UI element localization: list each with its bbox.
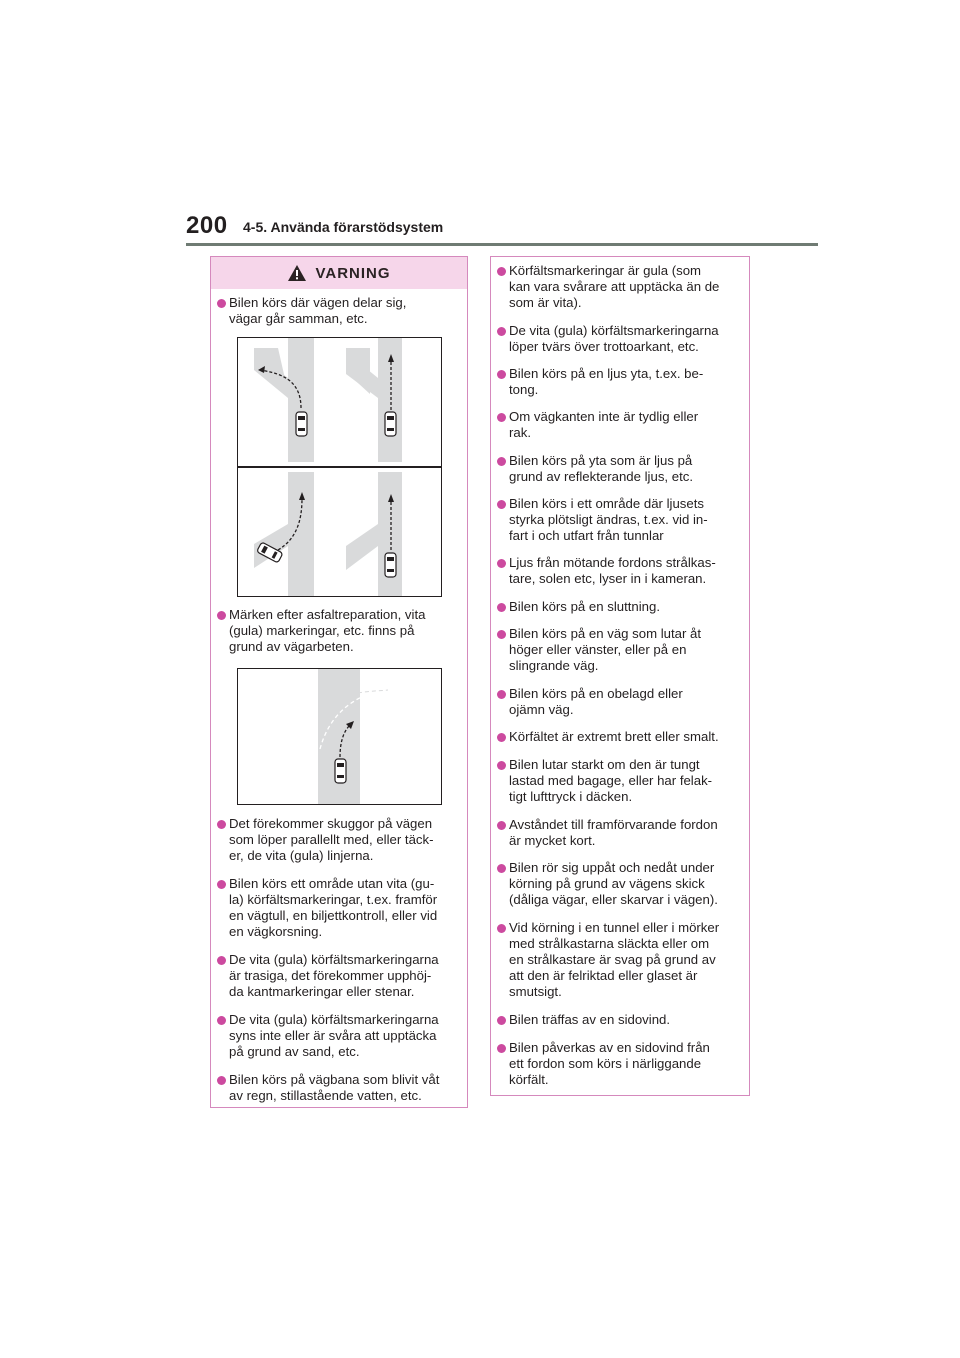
car-icon [296,412,307,436]
bullet-icon [217,299,226,308]
car-window [298,416,305,420]
warning-item [217,607,463,655]
warning-item-text: Bilen körs på en ljus yta, t.ex. be- tong. [509,366,704,397]
warning-item [217,1012,463,1060]
bullet-icon [497,1044,506,1053]
warning-item [217,952,463,1000]
warning-item-text: De vita (gula) körfältsmarkeringarna löper tvärs över trottoarkant, etc. [509,323,719,354]
warning-item-text: Bilen körs på vägbana som blivit våt av regn, stillastående vatten, etc. [229,1072,440,1103]
warning-item-text: Ljus från mötande fordons strålkas- tare, solen etc, lyser in i kameran. [509,555,716,586]
warning-item-text: De vita (gula) körfältsmarkeringarna syns inte eller är svåra att upptäcka på grund av sand, etc. [229,1012,439,1059]
warning-item [497,263,743,311]
warning-item [497,555,743,587]
car-window [387,569,394,572]
warning-item [217,816,463,864]
warning-item [497,1040,743,1088]
car-window [337,775,344,778]
warning-item [497,496,743,544]
car-window [387,428,394,431]
warning-item [497,729,743,745]
bullet-icon [497,864,506,873]
bullet-icon [497,821,506,830]
bullet-icon [497,733,506,742]
warning-item [497,366,743,398]
warning-item-text: Bilen lutar starkt om den är tungt lastad med bagage, eller har felak- tigt lufttryck i däcken. [509,757,713,804]
warning-item-text: Bilen körs på en obelagd eller ojämn väg. [509,686,683,717]
warning-item [217,295,463,327]
bullet-icon [497,370,506,379]
warning-item-text: Körfältsmarkeringar är gula (som kan vara svårare att upptäcka än de som är vita). [509,263,720,310]
bullet-icon [497,603,506,612]
warning-item [497,599,743,615]
bullet-icon [497,327,506,336]
warning-header [211,257,467,289]
car-icon [335,759,346,783]
bullet-icon [217,880,226,889]
bullet-icon [497,1016,506,1025]
bullet-icon [497,559,506,568]
warning-item [497,409,743,441]
car-window [337,763,344,767]
bullet-icon [497,500,506,509]
warning-item-text: Bilen påverkas av en sidovind från ett fordon som körs i närliggande körfält. [509,1040,710,1087]
warning-item-text: Bilen körs på en väg som lutar åt höger eller vänster, eller på en slingrande väg. [509,626,702,673]
bullet-icon [497,690,506,699]
bullet-icon [497,413,506,422]
warning-item-text: Om vägkanten inte är tydlig eller rak. [509,409,699,440]
warning-continued-box [490,256,750,1096]
bullet-icon [497,924,506,933]
warning-item-text: Bilen körs i ett område där ljusets styrka plötsligt ändras, t.ex. vid in- fart i och utfart från tunnlar [509,496,708,543]
road-repair-illustration [238,669,441,804]
bullet-icon [217,1016,226,1025]
warning-item [497,453,743,485]
warning-item [497,757,743,805]
car-icon [385,412,396,436]
warning-item-text: De vita (gula) körfältsmarkeringarna är trasiga, det förekommer upphöj- da kantmarkeringar eller stenar. [229,952,439,999]
bullet-icon [217,1076,226,1085]
warning-item-text: Bilen körs där vägen delar sig, vägar går samman, etc. [229,295,407,326]
bullet-icon [497,761,506,770]
warning-box [210,256,468,1108]
warning-title: VARNING [315,264,391,282]
section-title: 4-5. Använda förarstödsystem [243,219,444,235]
bullet-icon [497,267,506,276]
road-split-illustration [238,338,441,596]
bullet-icon [497,457,506,466]
warning-item [497,686,743,718]
warning-item-text: Bilen körs på yta som är ljus på grund av reflekterande ljus, etc. [509,453,693,484]
warning-item [497,1012,743,1028]
warning-item-text: Bilen körs ett område utan vita (gu- la) körfältsmarkeringar, t.ex. framför en vägtull, en biljettkontroll, eller vid en vägkorsning. [229,876,438,939]
warning-item-text: Bilen körs på en sluttning. [509,599,661,614]
warning-item-text: Körfältet är extremt brett eller smalt. [509,729,719,744]
bullet-icon [217,820,226,829]
road-repair-figure [237,668,442,805]
warning-item-text: Avståndet till framförvarande fordon är mycket kort. [509,817,718,848]
bullet-icon [217,611,226,620]
warning-item [497,920,743,1000]
bullet-icon [217,956,226,965]
car-window [387,416,394,420]
page-number: 200 [186,212,228,239]
warning-item-text: Märken efter asfaltreparation, vita (gula) markeringar, etc. finns på grund av vägarbeten. [229,607,426,654]
warning-item-text: Bilen rör sig uppåt och nedåt under körning på grund av vägens skick (dåliga vägar, eller skarvar i vägen). [509,860,718,907]
bullet-icon [497,630,506,639]
warning-item [497,323,743,355]
warning-item-text: Vid körning i en tunnel eller i mörker med strålkastarna släckta eller om en strålkastare är svag på grund av att den är felriktad eller glaset är smutsigt. [509,920,720,999]
repair-mark [358,690,388,693]
car-window [298,428,305,431]
car-icon [385,553,396,577]
warning-item [497,626,743,674]
road-main [254,472,314,596]
warning-item [217,1072,463,1104]
warning-item [497,860,743,908]
road-main [318,669,360,804]
warning-triangle-icon [287,264,307,282]
header-rule [186,243,818,246]
warning-item-text: Bilen träffas av en sidovind. [509,1012,671,1027]
car-window [387,557,394,561]
road-split-figure [237,337,442,597]
warning-item [497,817,743,849]
warning-item [217,876,463,940]
warning-item-text: Det förekommer skuggor på vägen som löper parallellt med, eller täck- er, de vita (gula) linjerna. [229,816,434,863]
